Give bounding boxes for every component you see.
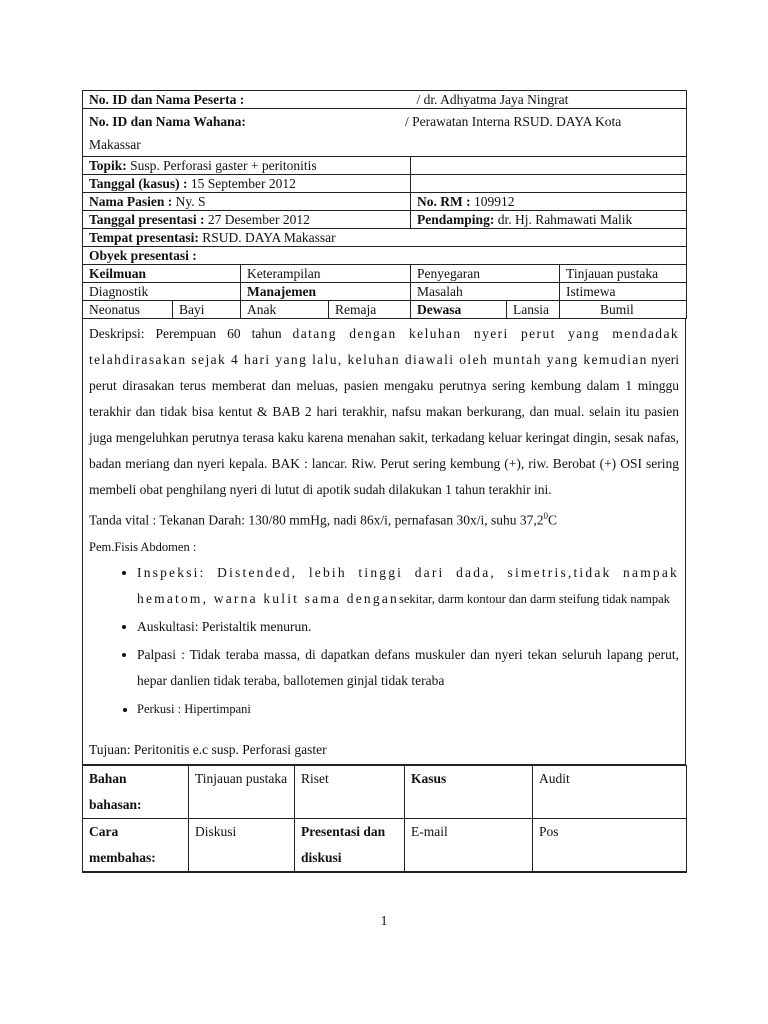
description-body: nyeri perut dirasakan terus memberat dan meluas, pasien mengaku perutnya sering kembung dalam 1 minggu terakhir dan tidak bisa kentut & BAB 2 hari terakhir, nafsu makan berkurang, dan mual. selain itu pasien juga mengeluhkan perutnya terasa kaku karena menahan sakit, terkadang keluar keringat dingin, sesak nafas, badan meriang dan nyeri kepala. BAK : lancar. Riw. Perut sering kembung (+), riw. Berobat (+) OSI sering membeli obat penghilang nyeri di lutut di apotik sudah dilakukan 1 tahun terakhir ini. [89,352,680,497]
cat-keterampilan: Keterampilan [241,265,411,283]
row-tanggal-presentasi [83,211,687,229]
row-categories-2 [83,283,687,301]
description-section [82,319,686,765]
inspeksi-text-b: sekitar, darm kontour dan darm steifung tidak nampak [398,591,670,606]
page-number: 1 [380,914,388,929]
topik-empty [411,157,687,175]
bahan-kasus: Kasus [405,765,533,818]
cat-penyegaran: Penyegaran [411,265,560,283]
tanggal-presentasi-cell [83,211,411,229]
tanggal-kasus-empty [411,175,687,193]
nama-pasien-cell [83,193,411,211]
tempat-label: Tempat presentasi: [89,230,199,245]
empty-cell [83,871,687,872]
obyek-label: Obyek presentasi : [83,247,687,265]
nama-pasien-value: Ny. S [172,194,206,209]
tempat-cell [83,229,687,247]
row-bahan [83,765,687,818]
cat-masalah: Masalah [411,283,560,301]
row-tempat [83,229,687,247]
description-text [89,321,679,503]
bahan-label: Bahan bahasan: [83,765,189,818]
id-wahana-value: / Perawatan Interna RSUD. DAYA Kota [405,114,622,129]
cat-istimewa: Istimewa [560,283,687,301]
form-page [82,90,686,873]
id-wahana-cell [83,109,687,157]
exam-list [89,560,679,722]
cat-anak: Anak [241,301,329,319]
cara-email: E-mail [405,818,533,871]
row-categories-1 [83,265,687,283]
pem-fisis-heading: Pem.Fisis Abdomen : [89,539,197,554]
tanda-vital-sup: 0 [543,511,549,521]
topik-cell [83,157,411,175]
cat-neonatus: Neonatus [83,301,173,319]
cat-remaja: Remaja [329,301,411,319]
cat-tinjauan-pustaka: Tinjauan pustaka [560,265,687,283]
tanda-vital-unit: C [548,512,558,528]
row-tanggal-kasus [83,175,687,193]
row-categories-3 [83,301,687,319]
cara-pos: Pos [533,818,687,871]
id-peserta-value: / dr. Adhyatma Jaya Ningrat [411,91,687,109]
cat-bumil: Bumil [560,301,687,319]
id-peserta-label: No. ID dan Nama Peserta : [83,91,411,109]
tanggal-presentasi-value: 27 Desember 2012 [204,212,310,227]
exam-palpasi: • Palpasi : Tidak teraba massa, di dapatkan defans muskuler dan nyeri tekan seluruh lapang perut, hepar danlien tidak teraba, ballotemen ginjal tidak teraba [137,642,679,694]
inspeksi-text-a: Inspeksi: Distended, lebih tinggi dari dada, simetris,tidak nampak hematom, warna kulit sama dengan [137,564,679,606]
tanggal-kasus-label: Tanggal (kasus) : [89,176,188,191]
no-rm-value: 109912 [470,194,515,209]
cat-keilmuan: Keilmuan [83,265,241,283]
id-wahana-label: No. ID dan Nama Wahana: [89,114,246,129]
tanggal-presentasi-label: Tanggal presentasi : [89,212,205,227]
description-intro: Deskripsi: Perempuan 60 tahun [89,326,293,341]
no-rm-cell [411,193,687,211]
nama-pasien-label: Nama Pasien : [89,194,173,209]
tanda-vital-text: Tanda vital : Tekanan Darah: 130/80 mmHg, nadi 86x/i, pernafasan 30x/i, suhu 37,2 [89,512,544,528]
header-table [82,90,687,319]
row-empty [83,871,687,872]
exam-auskultasi: • Auskultasi: Peristaltik menurun. [137,614,679,640]
row-nama-pasien [83,193,687,211]
cat-lansia: Lansia [507,301,560,319]
row-cara [83,818,687,871]
cara-label: Cara membahas: [83,818,189,871]
cat-bayi: Bayi [173,301,241,319]
topik-value: Susp. Perforasi gaster + peritonitis [126,158,317,173]
cara-diskusi: Diskusi [189,818,295,871]
tujuan: Tujuan: Peritonitis e.c susp. Perforasi gaster [89,741,327,757]
pendamping-cell [411,211,687,229]
cara-presentasi: Presentasi dan diskusi [295,818,405,871]
id-wahana-value-cont: Makassar [89,137,141,152]
exam-inspeksi [137,560,679,612]
pendamping-label: Pendamping: [417,212,495,227]
exam-perkusi: • Perkusi : Hipertimpani [137,696,679,722]
description-line2: telahdirasakan sejak 4 hari yang lalu, keluhan diawali oleh muntah yang kemudian [89,352,648,367]
tanggal-kasus-cell [83,175,411,193]
tanggal-kasus-value: 15 September 2012 [187,176,296,191]
row-id-wahana [83,109,687,157]
bahan-tinjauan: Tinjauan pustaka [189,765,295,818]
cat-dewasa: Dewasa [411,301,507,319]
bahan-audit: Audit [533,765,687,818]
tempat-value: RSUD. DAYA Makassar [198,230,336,245]
no-rm-label: No. RM : [417,194,471,209]
cat-diagnostik: Diagnostik [83,283,241,301]
bahan-riset: Riset [295,765,405,818]
bottom-table [82,765,687,873]
row-obyek [83,247,687,265]
row-topik [83,157,687,175]
row-id-peserta [83,91,687,109]
topik-label: Topik: [89,158,127,173]
pendamping-value: dr. Hj. Rahmawati Malik [494,212,633,227]
description-intro-cont: datang dengan keluhan nyeri perut yang mendadak [292,326,679,341]
cat-manajemen: Manajemen [241,283,411,301]
tanda-vital [89,503,679,534]
